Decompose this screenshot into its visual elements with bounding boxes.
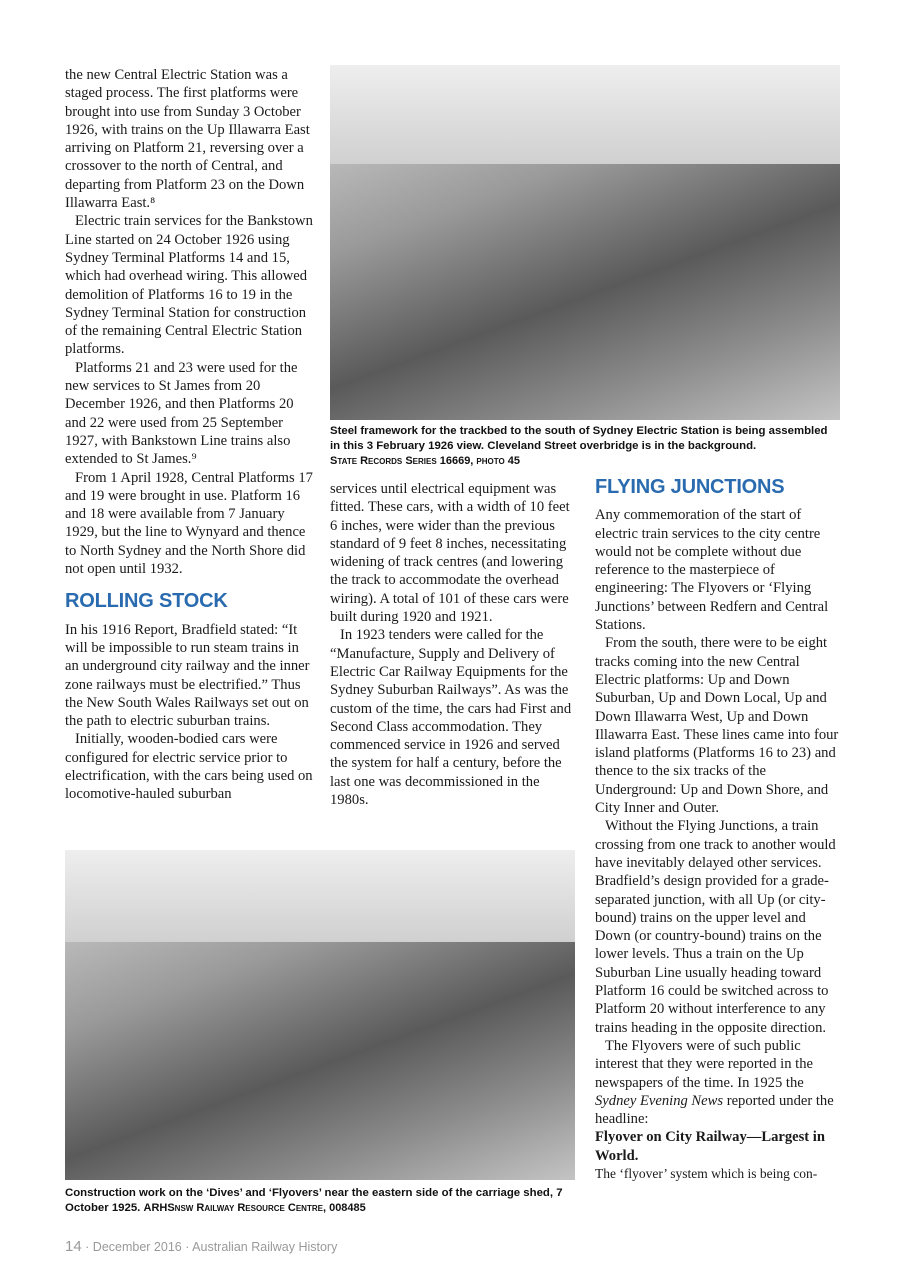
photo-dives-flyovers <box>65 850 575 1180</box>
paragraph: From 1 April 1928, Central Platforms 17 and 19 were brought in use. Platform 16 and 18 were available from 7 January 1929, but the line to Wynyard and thence to North Sydney and the North Shore did not open until 1932. <box>65 469 313 578</box>
page-footer <box>65 1238 337 1255</box>
text: The Flyovers were of such public interest that they were reported in the newspapers of the time. In 1925 the <box>595 1037 814 1091</box>
paragraph: Any commemoration of the start of electric train services to the city centre would not be complete without due reference to the masterpiece of engineering: The Flyovers or ‘Flying Junctions’ between Redfern and Central Stations. <box>595 507 829 634</box>
section-heading-flying-junctions: FLYING JUNCTIONS <box>595 476 785 498</box>
paragraph: the new Central Electric Station was a staged process. The first platforms were brought into use from Sunday 3 October 1926, with trains on the Up Illawarra East arriving on Platform 21, reversing over a crossover to the north of Central, and departing from Platform 23 on the Down Illawarra East.⁸ <box>65 67 310 212</box>
paragraph: Platforms 21 and 23 were used for the new services to St James from 20 December 1926, and then Platforms 20 and 22 were used from 25 September 1927, with Bankstown Line trains also extended to St James.⁹ <box>65 359 298 468</box>
paragraph: The ‘flyover’ system which is being con- <box>595 1165 818 1181</box>
newspaper-name: Sydney Evening News <box>595 1092 724 1109</box>
paragraph: From the south, there were to be eight tracks coming into the new Central Electric platforms: Up and Down Suburban, Up and Down Local, Up and Down Illawarra West, Up and Down Illawarra East. These lines came into four island platforms (Platforms 16 to 23) and thence to the six tracks of the Underground: Up and Down Shore, and City Inner and Outer. <box>595 635 839 817</box>
paragraph: Without the Flying Junctions, a train crossing from one track to another would have inevitably delayed other services. Bradfield’s design provided for a grade-separated junction, with all Up (or city-bound) trains on the upper level and Down (or country-bound) trains on the lower levels. Thus a train on the Up Suburban Line usually heading toward Platform 16 could be switched across to Platform 20 without interference to any trains heading in the opposite direction. <box>595 818 836 1036</box>
caption-text: Construction work on the ‘Dives’ and ‘Flyovers’ near the eastern side of the carriage shed, 7 October 1925. <box>65 1187 563 1214</box>
column-3 <box>595 470 843 1183</box>
footer-text: · December 2016 · Australian Railway History <box>81 1240 338 1254</box>
photo-caption <box>65 1186 585 1216</box>
photo-credit: State Records Series 16669, photo 45 <box>330 455 521 467</box>
paragraph: services until electrical equipment was fitted. These cars, with a width of 10 feet 6 inches, were wider than the previous standard of 9 feet 8 inches, necessitating widening of track centres (and lowering the track to accommodate the overhead wiring). A total of 101 of these cars were built during 1920 and 1921. <box>330 481 570 626</box>
photo-caption <box>330 424 840 469</box>
column-2 <box>330 480 576 809</box>
text: reported under the headline: <box>595 1092 834 1128</box>
paragraph: Electric train services for the Bankstown Line started on 24 October 1926 using Sydney Terminal Platforms 14 and 15, which had overhead wiring. This allowed demolition of Platforms 16 to 19 in the Sydney Terminal Station for construction of the remaining Central Electric Station platforms. <box>65 213 313 358</box>
paragraph: Initially, wooden-bodied cars were configured for electric service prior to electrification, with the cars being used on locomotive-hauled suburban <box>65 731 313 803</box>
column-1 <box>65 66 315 804</box>
paragraph: In 1923 tenders were called for the “Manufacture, Supply and Delivery of Electric Car Railway Equipments for the Sydney Suburban Railways”. As was the custom of the time, the cars had First and Second Class accommodation. They commenced service in 1926 and served the system for half a century, before the last one was decommissioned in the 1980s. <box>330 627 572 809</box>
quoted-headline: Flyover on City Railway—Largest in World. <box>595 1129 825 1164</box>
photo-credit: ARHSnsw Railway Resource Centre, 008485 <box>143 1202 366 1214</box>
photo-steel-framework <box>330 65 840 420</box>
paragraph: In his 1916 Report, Bradfield stated: “It will be impossible to run steam trains in an underground city railway and the inner zone railways must be electrified.” Thus the New South Wales Railways set out on the path to electric suburban trains. <box>65 621 310 730</box>
section-heading-rolling-stock: ROLLING STOCK <box>65 590 228 613</box>
page-number: 14 <box>65 1238 82 1255</box>
caption-text: Steel framework for the trackbed to the south of Sydney Electric Station is being assembled in this 3 February 1926 view. Cleveland Street overbridge is in the background. <box>330 425 828 452</box>
paragraph <box>595 1037 843 1128</box>
